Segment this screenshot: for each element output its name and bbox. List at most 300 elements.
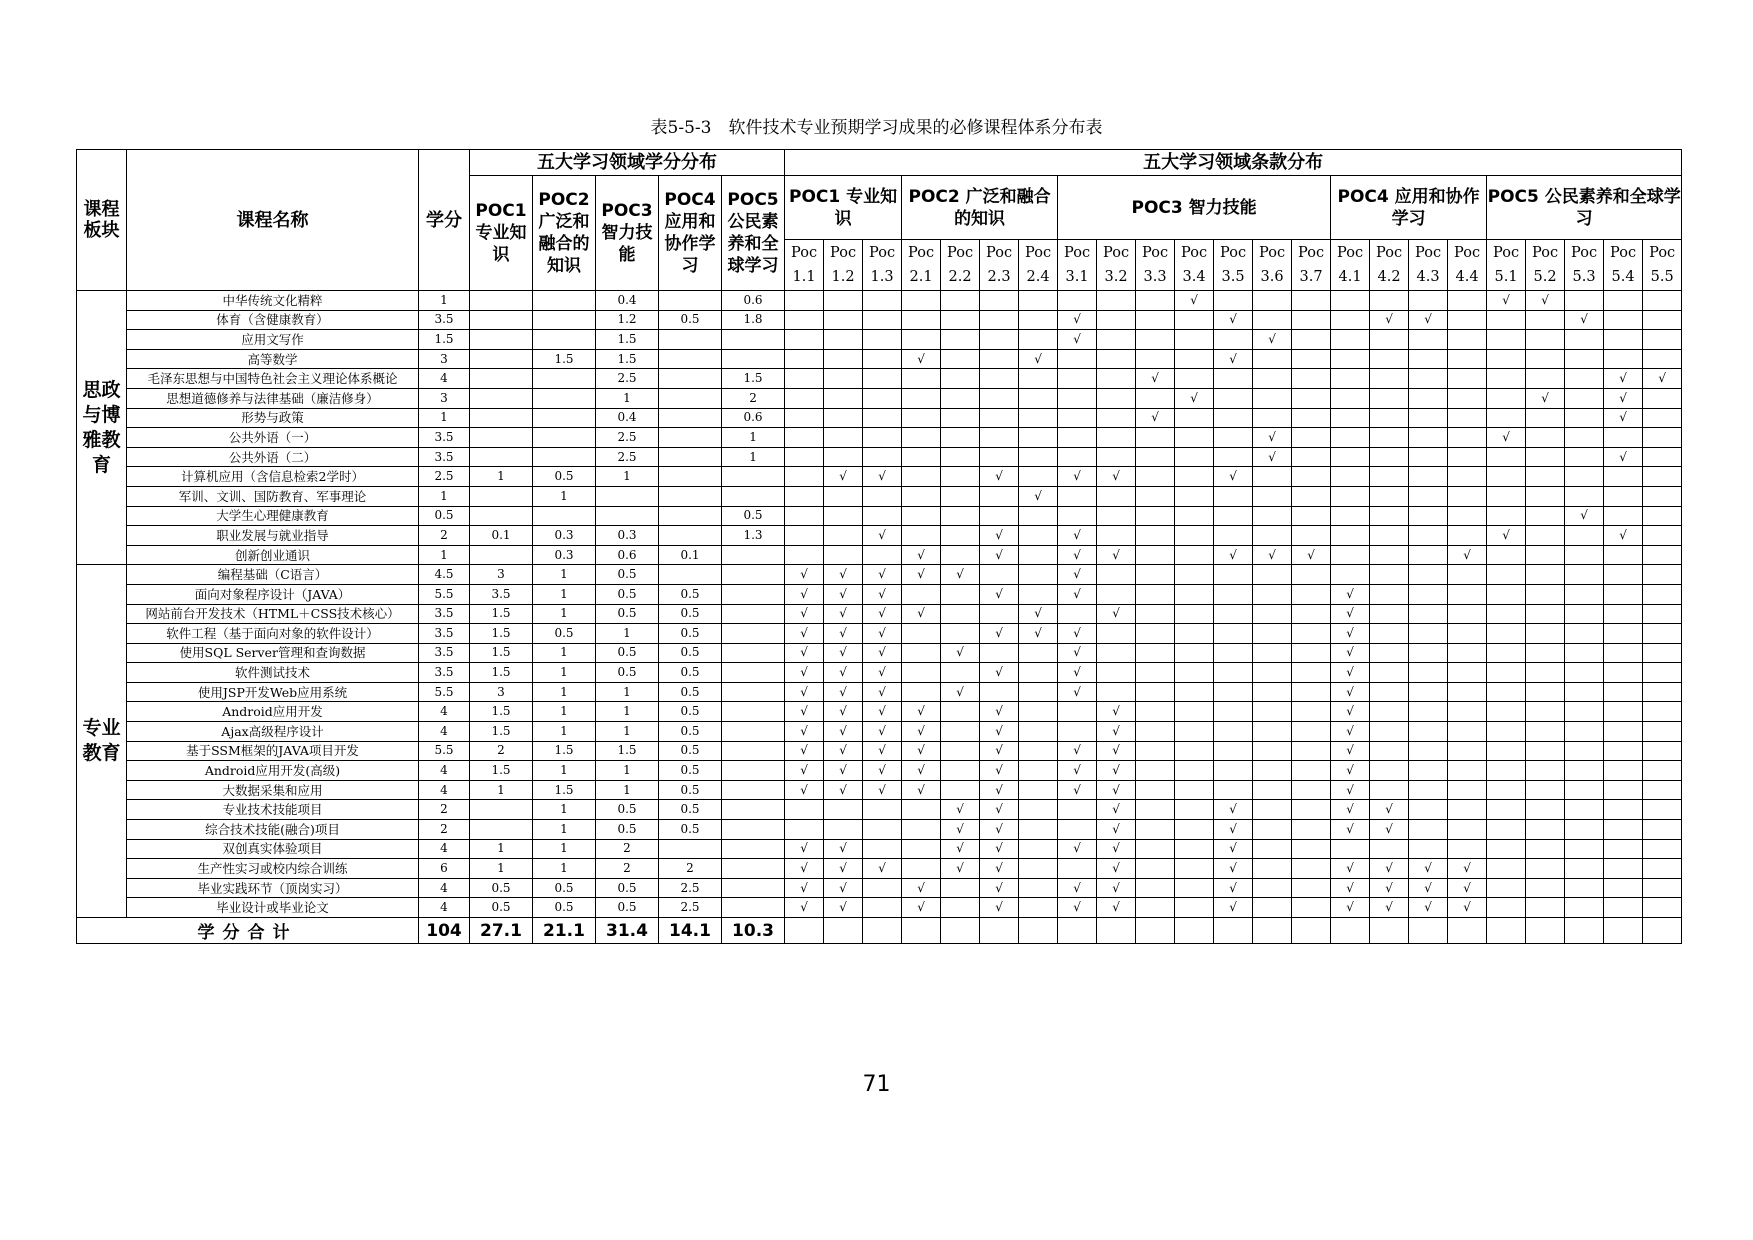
clause-cell (1643, 467, 1682, 487)
clause-cell (1019, 761, 1058, 781)
clause-cell (1175, 702, 1214, 722)
check-mark: √ (1253, 428, 1292, 448)
clause-cell (1175, 604, 1214, 624)
check-mark: √ (1097, 604, 1136, 624)
clause-cell (1409, 388, 1448, 408)
clause-cell (1487, 663, 1526, 683)
check-mark: √ (902, 761, 941, 781)
credit-cell: 4 (419, 839, 470, 859)
credit-dist-cell (722, 820, 785, 840)
credit-dist-cell: 0.5 (659, 643, 722, 663)
check-mark: √ (824, 643, 863, 663)
clause-cell (1292, 408, 1331, 428)
clause-cell (1487, 780, 1526, 800)
credit-dist-cell: 1 (596, 722, 659, 742)
clause-cell (1448, 349, 1487, 369)
credit-dist-cell: 2 (596, 859, 659, 879)
clause-cell (1604, 467, 1643, 487)
clause-cell (941, 349, 980, 369)
clause-cell (902, 800, 941, 820)
clause-cell (863, 506, 902, 526)
credit-dist-cell (533, 388, 596, 408)
clause-cell (1214, 388, 1253, 408)
check-mark: √ (1097, 702, 1136, 722)
credit-cell: 1 (419, 545, 470, 565)
clause-cell (1487, 702, 1526, 722)
credit-cell: 3.5 (419, 310, 470, 330)
clause-cell (1604, 859, 1643, 879)
table-row (77, 604, 1682, 624)
clause-cell (1214, 447, 1253, 467)
clause-cell (1253, 702, 1292, 722)
credit-cell: 0.5 (419, 506, 470, 526)
clause-cell (1136, 506, 1175, 526)
credit-dist-cell: 2.5 (596, 447, 659, 467)
clause-cell (1019, 310, 1058, 330)
credit-cell: 4 (419, 878, 470, 898)
clause-cell (941, 741, 980, 761)
table-row (77, 388, 1682, 408)
clause-cell (1565, 369, 1604, 389)
clause-cell (1292, 820, 1331, 840)
clause-cell (1643, 682, 1682, 702)
clause-cell (1292, 702, 1331, 722)
check-mark: √ (980, 761, 1019, 781)
clause-cell (1292, 839, 1331, 859)
check-mark: √ (1058, 839, 1097, 859)
clause-cell (1370, 702, 1409, 722)
credit-dist-cell (470, 349, 533, 369)
clause-cell (1136, 486, 1175, 506)
clause-cell (1331, 526, 1370, 546)
clause-cell (1370, 565, 1409, 585)
check-mark: √ (1214, 545, 1253, 565)
clause-cell (1487, 604, 1526, 624)
check-mark: √ (941, 682, 980, 702)
total-dist-cell: 31.4 (596, 918, 659, 944)
check-mark: √ (1097, 722, 1136, 742)
clause-cell (1292, 388, 1331, 408)
clause-cell (1136, 349, 1175, 369)
header-credit-col: POC3智力技能 (596, 176, 659, 291)
header-credit-distribution: 五大学习领域学分分布 (470, 150, 785, 176)
clause-cell (1448, 369, 1487, 389)
clause-cell (1565, 643, 1604, 663)
header-clause-col: Poc 5.4 (1604, 240, 1643, 291)
header-clause-col: Poc 2.3 (980, 240, 1019, 291)
clause-cell (1058, 447, 1097, 467)
clause-cell (1175, 369, 1214, 389)
credit-dist-cell (659, 526, 722, 546)
clause-cell (1565, 859, 1604, 879)
check-mark: √ (824, 839, 863, 859)
clause-cell (1370, 349, 1409, 369)
clause-cell (1019, 839, 1058, 859)
credit-dist-cell: 0.5 (659, 584, 722, 604)
clause-cell (1058, 820, 1097, 840)
clause-cell (1292, 526, 1331, 546)
credit-dist-cell (722, 349, 785, 369)
credit-dist-cell (533, 408, 596, 428)
course-name-cell: Android应用开发 (127, 702, 419, 722)
check-mark: √ (1097, 898, 1136, 918)
total-credit: 104 (419, 918, 470, 944)
clause-cell (1136, 565, 1175, 585)
course-name-cell: 体育（含健康教育） (127, 310, 419, 330)
credit-dist-cell: 0.3 (533, 545, 596, 565)
credit-dist-cell: 1 (470, 859, 533, 879)
clause-cell (1331, 310, 1370, 330)
check-mark: √ (785, 702, 824, 722)
clause-cell (941, 291, 980, 311)
clause-cell (1253, 878, 1292, 898)
clause-cell (1175, 545, 1214, 565)
credit-dist-cell: 1 (533, 820, 596, 840)
clause-cell (1214, 604, 1253, 624)
clause-cell (1604, 643, 1643, 663)
clause-cell (1487, 408, 1526, 428)
check-mark: √ (1214, 859, 1253, 879)
credit-dist-cell (722, 722, 785, 742)
clause-cell (1019, 330, 1058, 350)
clause-cell (1526, 643, 1565, 663)
clause-cell (824, 428, 863, 448)
clause-cell (1604, 741, 1643, 761)
clause-cell (824, 408, 863, 428)
clause-cell (1019, 682, 1058, 702)
clause-cell (1175, 330, 1214, 350)
clause-cell (824, 447, 863, 467)
clause-cell (1448, 663, 1487, 683)
clause-cell (941, 604, 980, 624)
check-mark: √ (785, 643, 824, 663)
clause-cell (1253, 898, 1292, 918)
check-mark: √ (1058, 545, 1097, 565)
check-mark: √ (1448, 859, 1487, 879)
check-mark: √ (980, 584, 1019, 604)
clause-cell (1019, 820, 1058, 840)
clause-cell (1370, 388, 1409, 408)
credit-dist-cell: 1 (533, 702, 596, 722)
clause-cell (824, 918, 863, 944)
clause-cell (1370, 447, 1409, 467)
clause-cell (1487, 839, 1526, 859)
clause-cell (1175, 643, 1214, 663)
course-name-cell: 公共外语（一） (127, 428, 419, 448)
clause-cell (1643, 702, 1682, 722)
clause-cell (1487, 859, 1526, 879)
clause-cell (1175, 800, 1214, 820)
credit-dist-cell: 1 (533, 839, 596, 859)
table-row (77, 584, 1682, 604)
credit-dist-cell (659, 486, 722, 506)
credit-cell: 3.5 (419, 604, 470, 624)
clause-cell (1487, 643, 1526, 663)
clause-cell (1292, 741, 1331, 761)
clause-cell (1409, 820, 1448, 840)
clause-cell (1565, 624, 1604, 644)
clause-cell (1604, 761, 1643, 781)
check-mark: √ (863, 584, 902, 604)
check-mark: √ (1253, 447, 1292, 467)
clause-cell (1136, 467, 1175, 487)
clause-cell (1292, 859, 1331, 879)
header-clause-col: Poc 2.2 (941, 240, 980, 291)
check-mark: √ (1136, 408, 1175, 428)
clause-cell (1292, 643, 1331, 663)
credit-dist-cell (722, 565, 785, 585)
clause-cell (1526, 545, 1565, 565)
clause-cell (1526, 447, 1565, 467)
clause-cell (902, 663, 941, 683)
clause-cell (863, 388, 902, 408)
clause-cell (1136, 898, 1175, 918)
check-mark: √ (1370, 310, 1409, 330)
clause-cell (1604, 722, 1643, 742)
check-mark: √ (824, 859, 863, 879)
table-row (77, 839, 1682, 859)
clause-cell (1643, 349, 1682, 369)
clause-cell (980, 349, 1019, 369)
check-mark: √ (1331, 820, 1370, 840)
course-name-cell: 公共外语（二） (127, 447, 419, 467)
credit-dist-cell: 1 (596, 702, 659, 722)
credit-dist-cell (722, 761, 785, 781)
clause-cell (1331, 388, 1370, 408)
clause-cell (941, 722, 980, 742)
clause-cell (902, 682, 941, 702)
clause-cell (1370, 722, 1409, 742)
check-mark: √ (1331, 800, 1370, 820)
clause-cell (1604, 545, 1643, 565)
credit-dist-cell: 1 (533, 722, 596, 742)
header-clause-col: Poc 2.4 (1019, 240, 1058, 291)
check-mark: √ (980, 898, 1019, 918)
clause-cell (1448, 761, 1487, 781)
clause-cell (1175, 447, 1214, 467)
clause-cell (1253, 780, 1292, 800)
clause-cell (1292, 349, 1331, 369)
clause-cell (785, 330, 824, 350)
clause-cell (980, 291, 1019, 311)
clause-cell (863, 878, 902, 898)
total-dist-cell: 10.3 (722, 918, 785, 944)
clause-cell (1604, 486, 1643, 506)
check-mark: √ (980, 663, 1019, 683)
clause-cell (1253, 624, 1292, 644)
header-clause-col: Poc 3.4 (1175, 240, 1214, 291)
check-mark: √ (1019, 349, 1058, 369)
check-mark: √ (863, 859, 902, 879)
clause-cell (980, 310, 1019, 330)
clause-cell (1097, 330, 1136, 350)
clause-cell (1292, 506, 1331, 526)
clause-cell (1448, 624, 1487, 644)
clause-cell (1136, 428, 1175, 448)
credit-dist-cell (533, 291, 596, 311)
clause-cell (1175, 486, 1214, 506)
clause-cell (980, 408, 1019, 428)
clause-cell (1370, 584, 1409, 604)
check-mark: √ (1370, 878, 1409, 898)
credit-dist-cell (533, 447, 596, 467)
credit-dist-cell: 3 (470, 682, 533, 702)
check-mark: √ (1331, 624, 1370, 644)
check-mark: √ (1214, 800, 1253, 820)
check-mark: √ (1058, 878, 1097, 898)
clause-cell (941, 486, 980, 506)
credit-dist-cell (722, 584, 785, 604)
credit-dist-cell (470, 330, 533, 350)
course-name-cell: 双创真实体验项目 (127, 839, 419, 859)
clause-cell (1448, 682, 1487, 702)
header-clause-col: Poc 1.1 (785, 240, 824, 291)
header-clause-group: POC4 应用和协作学习 (1331, 176, 1487, 240)
check-mark: √ (1331, 643, 1370, 663)
check-mark: √ (863, 663, 902, 683)
credit-dist-cell (659, 369, 722, 389)
check-mark: √ (941, 859, 980, 879)
credit-dist-cell (533, 428, 596, 448)
clause-cell (785, 291, 824, 311)
check-mark: √ (1136, 369, 1175, 389)
clause-cell (1019, 898, 1058, 918)
clause-cell (1487, 565, 1526, 585)
table-row (77, 722, 1682, 742)
clause-cell (1370, 467, 1409, 487)
clause-cell (863, 839, 902, 859)
clause-cell (824, 506, 863, 526)
header-course-name: 课程名称 (127, 150, 419, 291)
check-mark: √ (941, 820, 980, 840)
check-mark: √ (1487, 291, 1526, 311)
clause-cell (902, 486, 941, 506)
course-name-cell: 高等数学 (127, 349, 419, 369)
table-row (77, 349, 1682, 369)
credit-dist-cell: 1 (533, 604, 596, 624)
clause-cell (1136, 918, 1175, 944)
check-mark: √ (1097, 741, 1136, 761)
clause-cell (1643, 526, 1682, 546)
credit-dist-cell: 2.5 (659, 898, 722, 918)
clause-cell (785, 388, 824, 408)
check-mark: √ (1409, 878, 1448, 898)
clause-cell (863, 918, 902, 944)
clause-cell (1019, 545, 1058, 565)
check-mark: √ (1331, 859, 1370, 879)
credit-dist-cell: 1 (596, 780, 659, 800)
check-mark: √ (785, 722, 824, 742)
clause-cell (1019, 643, 1058, 663)
clause-cell (1409, 643, 1448, 663)
clause-cell (1487, 584, 1526, 604)
credit-dist-cell (470, 800, 533, 820)
clause-cell (1448, 702, 1487, 722)
credit-dist-cell (659, 388, 722, 408)
clause-cell (1253, 506, 1292, 526)
clause-cell (863, 428, 902, 448)
clause-cell (1175, 878, 1214, 898)
credit-dist-cell: 1.5 (470, 761, 533, 781)
credit-dist-cell (470, 506, 533, 526)
check-mark: √ (1058, 780, 1097, 800)
clause-cell (1643, 859, 1682, 879)
credit-dist-cell (722, 467, 785, 487)
clause-cell (1487, 918, 1526, 944)
check-mark: √ (1331, 780, 1370, 800)
clause-cell (1565, 330, 1604, 350)
clause-cell (863, 486, 902, 506)
check-mark: √ (1097, 839, 1136, 859)
clause-cell (1331, 486, 1370, 506)
clause-cell (1214, 506, 1253, 526)
check-mark: √ (1097, 878, 1136, 898)
header-clause-col: Poc 4.1 (1331, 240, 1370, 291)
credit-dist-cell: 0.1 (659, 545, 722, 565)
clause-cell (1487, 467, 1526, 487)
clause-cell (902, 330, 941, 350)
clause-cell (1058, 291, 1097, 311)
clause-cell (941, 467, 980, 487)
clause-cell (1565, 918, 1604, 944)
clause-cell (1370, 330, 1409, 350)
clause-cell (1019, 702, 1058, 722)
clause-cell (1253, 486, 1292, 506)
total-label: 学分合计 (77, 918, 419, 944)
clause-cell (1175, 761, 1214, 781)
credit-dist-cell: 1 (533, 761, 596, 781)
clause-cell (1214, 526, 1253, 546)
credit-dist-cell: 1.5 (470, 624, 533, 644)
check-mark: √ (785, 604, 824, 624)
credit-dist-cell: 1 (470, 780, 533, 800)
clause-cell (941, 780, 980, 800)
header-clause-col: Poc 2.1 (902, 240, 941, 291)
check-mark: √ (1019, 604, 1058, 624)
credit-dist-cell: 0.5 (533, 467, 596, 487)
clause-cell (1292, 604, 1331, 624)
clause-cell (1058, 349, 1097, 369)
check-mark: √ (1097, 467, 1136, 487)
clause-cell (1019, 780, 1058, 800)
credit-dist-cell (470, 310, 533, 330)
clause-cell (824, 291, 863, 311)
clause-cell (1175, 526, 1214, 546)
check-mark: √ (1175, 291, 1214, 311)
credit-dist-cell: 1 (533, 859, 596, 879)
clause-cell (941, 545, 980, 565)
clause-cell (980, 918, 1019, 944)
credit-dist-cell: 1.5 (596, 741, 659, 761)
course-name-cell: Android应用开发(高级) (127, 761, 419, 781)
clause-cell (824, 310, 863, 330)
clause-cell (941, 447, 980, 467)
clause-cell (1097, 369, 1136, 389)
table-row (77, 800, 1682, 820)
check-mark: √ (824, 898, 863, 918)
check-mark: √ (980, 702, 1019, 722)
course-name-cell: 大数据采集和应用 (127, 780, 419, 800)
clause-cell (785, 428, 824, 448)
credit-dist-cell (470, 428, 533, 448)
table-row (77, 310, 1682, 330)
clause-cell (1526, 624, 1565, 644)
clause-cell (1565, 682, 1604, 702)
clause-cell (1409, 467, 1448, 487)
clause-cell (1526, 349, 1565, 369)
credit-dist-cell: 1 (596, 624, 659, 644)
clause-cell (1214, 369, 1253, 389)
